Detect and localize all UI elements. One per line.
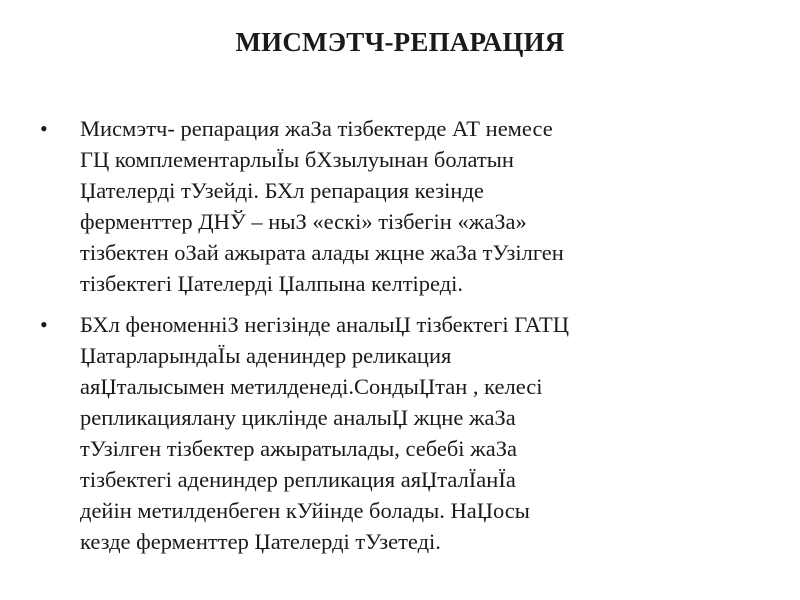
bullet-item-2	[40, 309, 770, 557]
bullet-text-line: БХл феноменніЗ негізінде аналыЏ тізбектегі ГАТЦ	[80, 312, 570, 337]
bullet-text-line: репликациялану циклінде аналыЏ жцне жаЗа	[80, 405, 516, 430]
bullet-text-line: тУзілген тізбектер ажыратылады, себебі жаЗа	[80, 436, 517, 461]
bullet-list	[40, 113, 770, 557]
bullet-text-line: аяЏталысымен метилденеді.СондыЏтан , келесі	[80, 374, 543, 399]
bullet-text-line: ферменттер ДНЎ – ныЗ «ескі» тізбегін «жаЗа»	[80, 209, 527, 234]
bullet-text-line: Џателерді тУзейді. БХл репарация кезінде	[80, 178, 484, 203]
bullet-text-line: ЏатарларындаЇы адениндер реликация	[80, 343, 452, 368]
bullet-text-line: тізбектегі адениндер репликация аяЏталЇанЇа	[80, 467, 516, 492]
slide-title: МИСМЭТЧ-РЕПАРАЦИЯ	[235, 27, 565, 57]
bullet-text-line: тізбектен оЗай ажырата алады жцне жаЗа тУзілген	[80, 240, 564, 265]
bullet-text-line: Мисмэтч- репарация жаЗа тізбектерде АТ немесе	[80, 116, 553, 141]
bullet-dot-icon: •	[40, 116, 48, 141]
bullet-text-line: дейін метилденбеген кУйінде болады. НаЏосы	[80, 498, 530, 523]
bullet-text-line: тізбектегі Џателерді Џалпына келтіреді.	[80, 271, 464, 296]
bullet-text-line: кезде ферменттер Џателерді тУзетеді.	[80, 529, 441, 554]
bullet-dot-icon: •	[40, 312, 48, 337]
bullet-text-line: ГЦ комплементарлыЇы бХзылуынан болатын	[80, 147, 514, 172]
bullet-item-1	[40, 113, 770, 299]
